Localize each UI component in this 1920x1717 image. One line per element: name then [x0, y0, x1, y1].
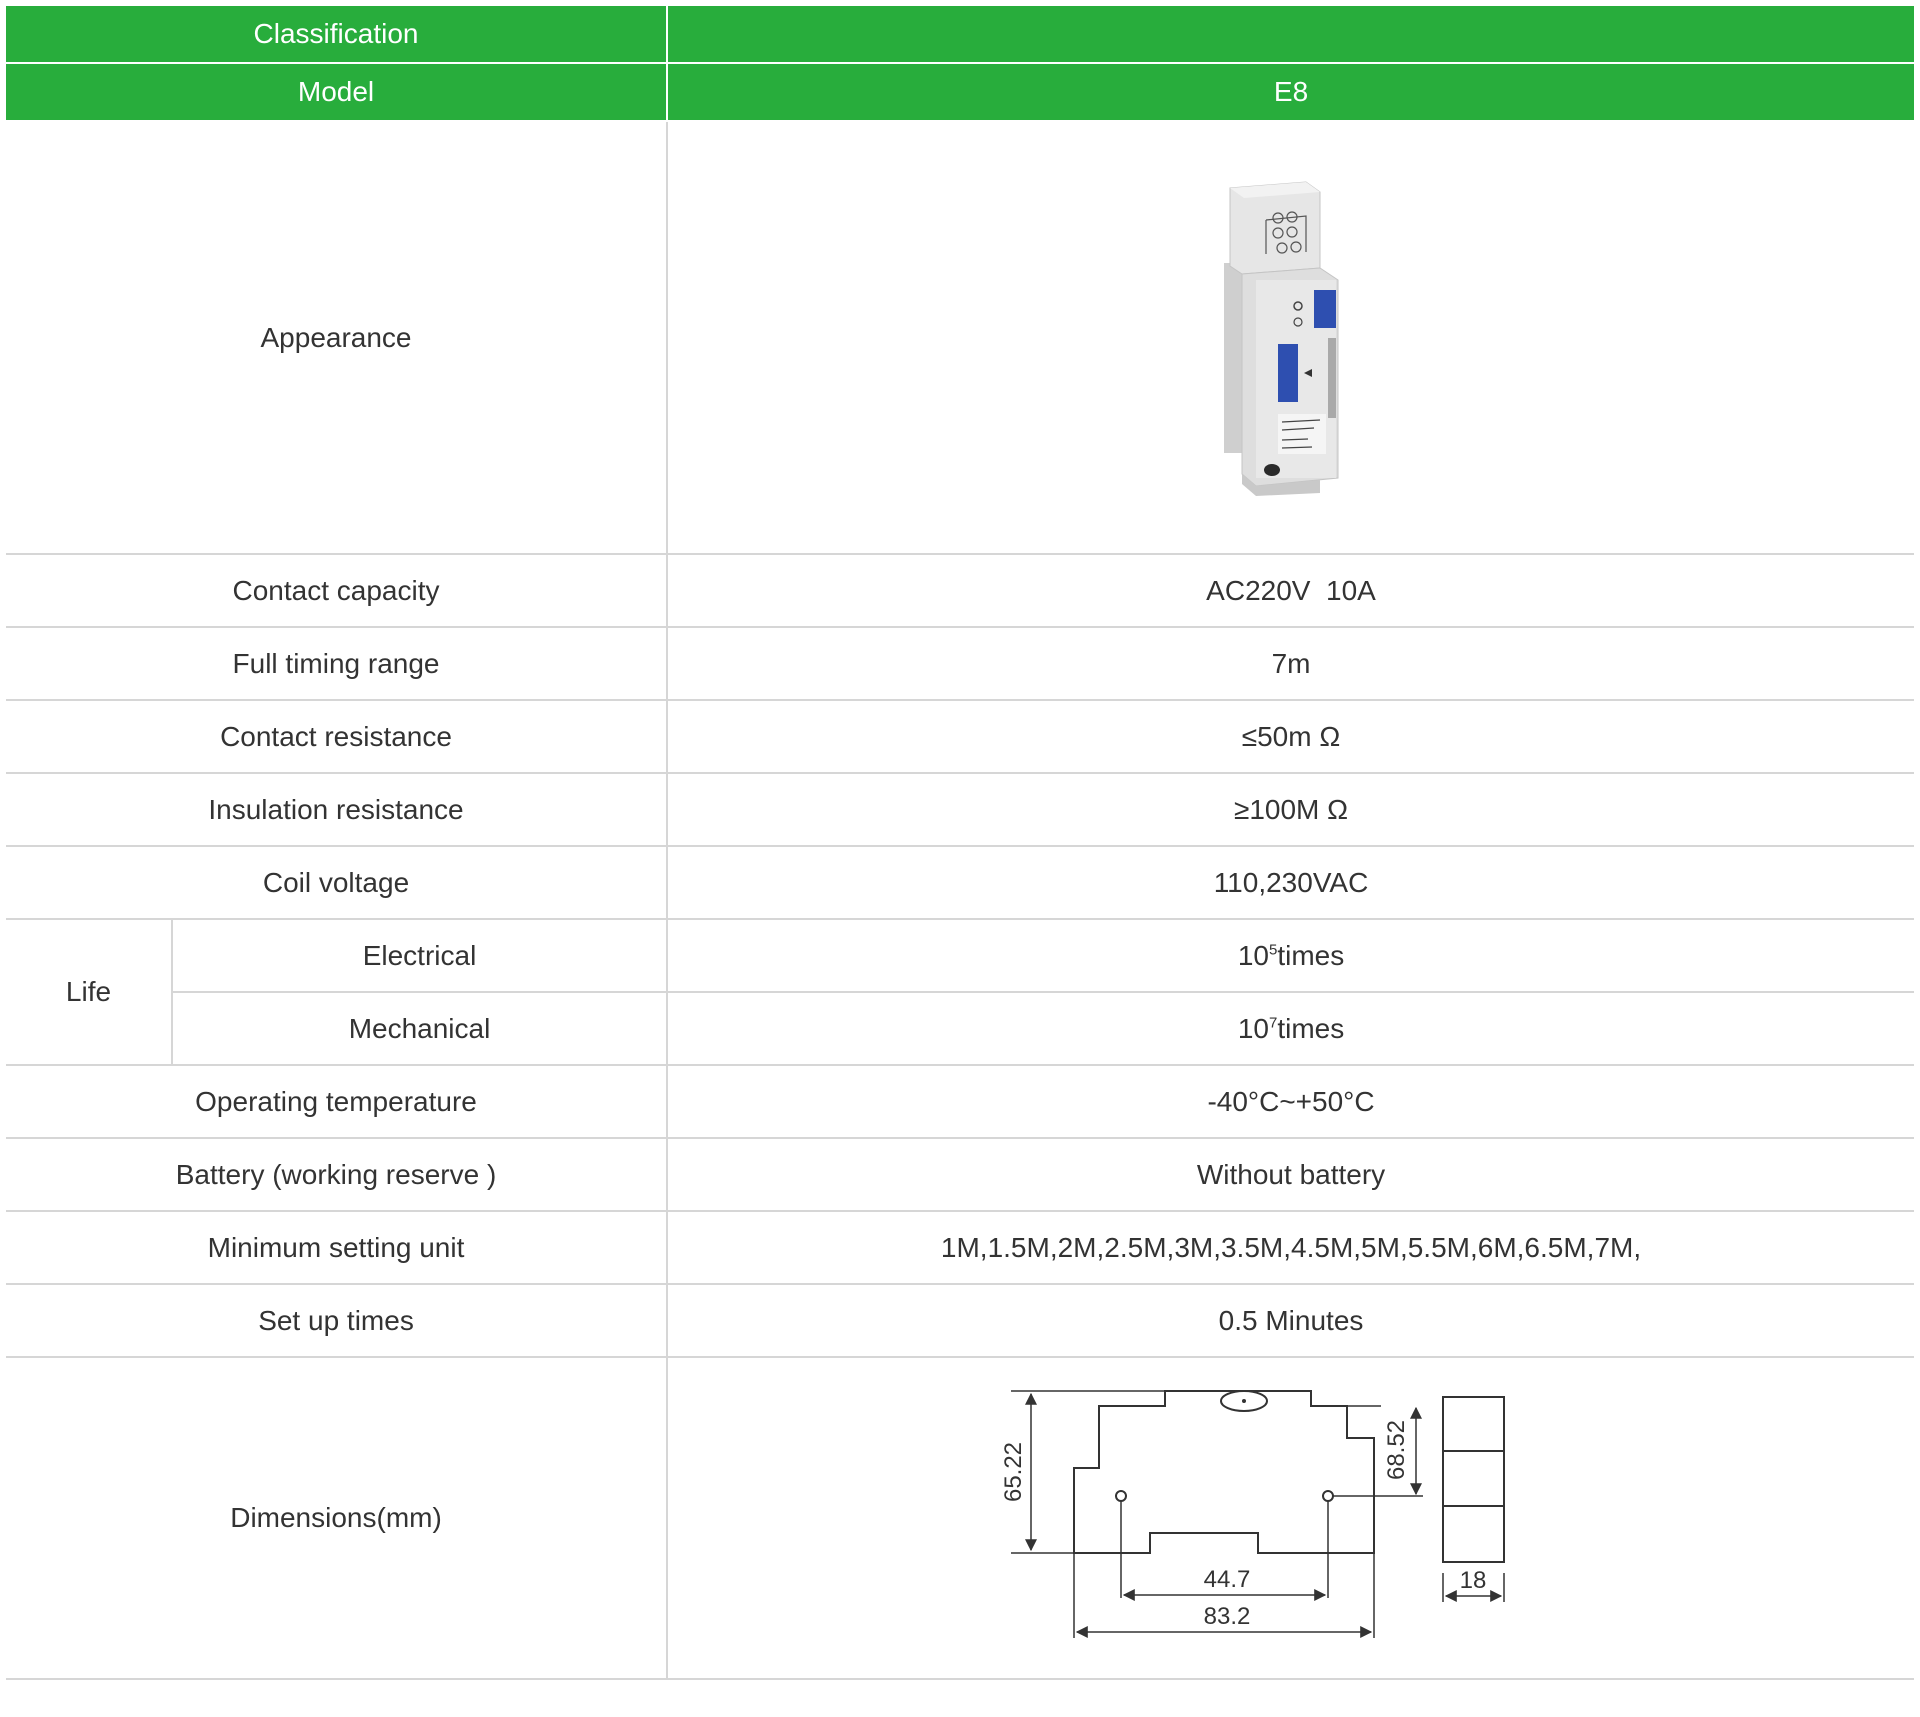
- operating-temperature-label: Operating temperature: [6, 1065, 667, 1138]
- contact-capacity-row: [6, 554, 1914, 627]
- classification-label: Classification: [6, 6, 667, 63]
- timer-dial: [1278, 344, 1298, 402]
- life-label: Life: [6, 919, 172, 1065]
- dimension-drawing: [1000, 1368, 1571, 1668]
- coil-voltage-value: 110,230VAC: [667, 846, 1914, 919]
- life-electrical-row: [6, 919, 1914, 992]
- contact-capacity-value: AC220V 10A: [667, 554, 1914, 627]
- mount-hole-right: [1323, 1491, 1333, 1501]
- operating-temperature-value: -40°C~+50°C: [667, 1065, 1914, 1138]
- full-timing-range-label: Full timing range: [6, 627, 667, 700]
- front-outline: [1074, 1391, 1374, 1553]
- model-row: [6, 63, 1914, 121]
- mechanical-value: $10^7times$: [667, 992, 1914, 1065]
- full-timing-range-value: 7m: [667, 627, 1914, 700]
- minimum-setting-unit-value: 1M,1.5M,2M,2.5M,3M,3.5M,4.5M,5M,5.5M,6M,6.5M,7M,: [667, 1211, 1914, 1284]
- electrical-label: Electrical: [172, 919, 667, 992]
- appearance-cell: [667, 121, 1914, 554]
- insulation-resistance-value: ≥100M Ω: [667, 773, 1914, 846]
- set-up-times-row: [6, 1284, 1914, 1357]
- model-label: Model: [6, 63, 667, 121]
- dimensions-cell: [667, 1357, 1914, 1679]
- battery-value: Without battery: [667, 1138, 1914, 1211]
- battery-row: [6, 1138, 1914, 1211]
- set-up-times-label: Set up times: [6, 1284, 667, 1357]
- coil-voltage-row: [6, 846, 1914, 919]
- coil-voltage-label: Coil voltage: [6, 846, 667, 919]
- battery-label: Battery (working reserve ): [6, 1138, 667, 1211]
- height-inner-value: 68.52: [1383, 1419, 1411, 1481]
- product-photo: [1216, 178, 1366, 498]
- full-timing-range-row: [6, 627, 1914, 700]
- slot-center: [1242, 1399, 1246, 1403]
- insulation-resistance-label: Insulation resistance: [6, 773, 667, 846]
- mechanical-label: Mechanical: [172, 992, 667, 1065]
- minimum-setting-unit-label: Minimum setting unit: [6, 1211, 667, 1284]
- life-mechanical-row: [6, 992, 1914, 1065]
- minimum-setting-unit-row: [6, 1211, 1914, 1284]
- dimensions-label: Dimensions(mm): [6, 1357, 667, 1679]
- width-total-value: 83.2: [1203, 1603, 1251, 1630]
- model-value: E8: [667, 63, 1914, 121]
- height-total-value: 65.22: [1000, 1441, 1028, 1503]
- operating-temperature-row: [6, 1065, 1914, 1138]
- contact-resistance-value: ≤50m Ω: [667, 700, 1914, 773]
- mount-hole-left: [1116, 1491, 1126, 1501]
- electrical-value: $10^5times$: [667, 919, 1914, 992]
- spec-table: [6, 6, 1914, 1680]
- classification-row: [6, 6, 1914, 63]
- width-mount-value: 44.7: [1203, 1566, 1251, 1593]
- side-outline: [1443, 1397, 1504, 1562]
- depth-value: 18: [1459, 1567, 1487, 1594]
- insulation-resistance-row: [6, 773, 1914, 846]
- dimensions-row: [6, 1357, 1914, 1679]
- set-up-times-value: 0.5 Minutes: [667, 1284, 1914, 1357]
- terminal-screw: [1264, 464, 1280, 476]
- appearance-row: [6, 121, 1914, 554]
- appearance-label: Appearance: [6, 121, 667, 554]
- contact-resistance-label: Contact resistance: [6, 700, 667, 773]
- blue-knob: [1314, 290, 1336, 328]
- classification-value: [667, 6, 1914, 63]
- contact-capacity-label: Contact capacity: [6, 554, 667, 627]
- contact-resistance-row: [6, 700, 1914, 773]
- side-window: [1328, 338, 1336, 418]
